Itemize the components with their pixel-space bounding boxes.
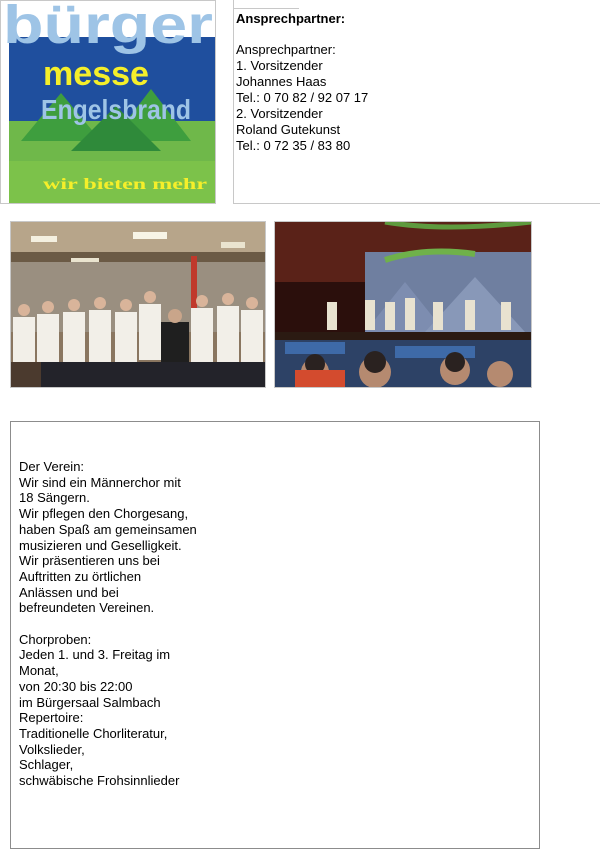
text-line: Monat, xyxy=(19,663,59,679)
logo-slogan: wir bieten mehr xyxy=(43,176,207,193)
text-line: Auftritten zu örtlichen xyxy=(19,568,142,584)
text-line: haben Spaß am gemeinsamen xyxy=(19,521,197,537)
text-line: Chorproben: xyxy=(19,631,92,647)
text-line: von 20:30 bis 22:00 xyxy=(19,678,133,694)
contact-line: Johannes Haas xyxy=(236,74,327,89)
text-line: Wir präsentieren uns bei xyxy=(19,553,160,569)
contact-details xyxy=(236,42,368,154)
logo-word-engelsbrand: Engelsbrand xyxy=(41,94,191,125)
text-line: Volkslieder, xyxy=(19,741,85,757)
contact-box xyxy=(233,0,600,204)
logo-word-buerger: bürger xyxy=(3,1,213,55)
text-line xyxy=(19,616,197,632)
text-line: Wir pflegen den Chorgesang, xyxy=(19,506,189,522)
text-line: schwäbische Frohsinnlieder xyxy=(19,773,180,789)
text-line: Der Verein: xyxy=(19,459,85,474)
text-line: Jeden 1. und 3. Freitag im xyxy=(19,647,171,663)
text-line: musizieren und Geselligkeit. xyxy=(19,537,182,553)
choir-singing-photo xyxy=(10,221,266,388)
text-line: Repertoire: xyxy=(19,710,84,726)
text-line: befreundeten Vereinen. xyxy=(19,600,155,616)
logo-word-messe: messe xyxy=(43,55,149,93)
contact-line: Tel.: 0 70 82 / 92 07 17 xyxy=(236,90,369,105)
divider xyxy=(234,8,299,9)
buergermesse-logo xyxy=(0,0,216,204)
club-description xyxy=(19,459,197,789)
text-line: Traditionelle Chorliteratur, xyxy=(19,725,168,741)
contact-line: Roland Gutekunst xyxy=(236,122,341,137)
contact-title: Ansprechpartner: xyxy=(236,11,346,26)
contact-line: Ansprechpartner: xyxy=(236,42,336,57)
logo-graphic xyxy=(1,1,215,203)
text-line: Wir sind ein Männerchor mit xyxy=(19,474,181,490)
text-line: Anlässen und bei xyxy=(19,584,119,600)
text-line: 18 Sängern. xyxy=(19,490,90,506)
club-description-box xyxy=(10,421,540,849)
contact-line: 1. Vorsitzender xyxy=(236,58,323,73)
stage-performance-photo xyxy=(274,221,532,388)
text-line: im Bürgersaal Salmbach xyxy=(19,694,161,710)
contact-line: Tel.: 0 72 35 / 83 80 xyxy=(236,138,351,153)
contact-line: 2. Vorsitzender xyxy=(236,106,323,121)
text-line: Schlager, xyxy=(19,757,74,773)
